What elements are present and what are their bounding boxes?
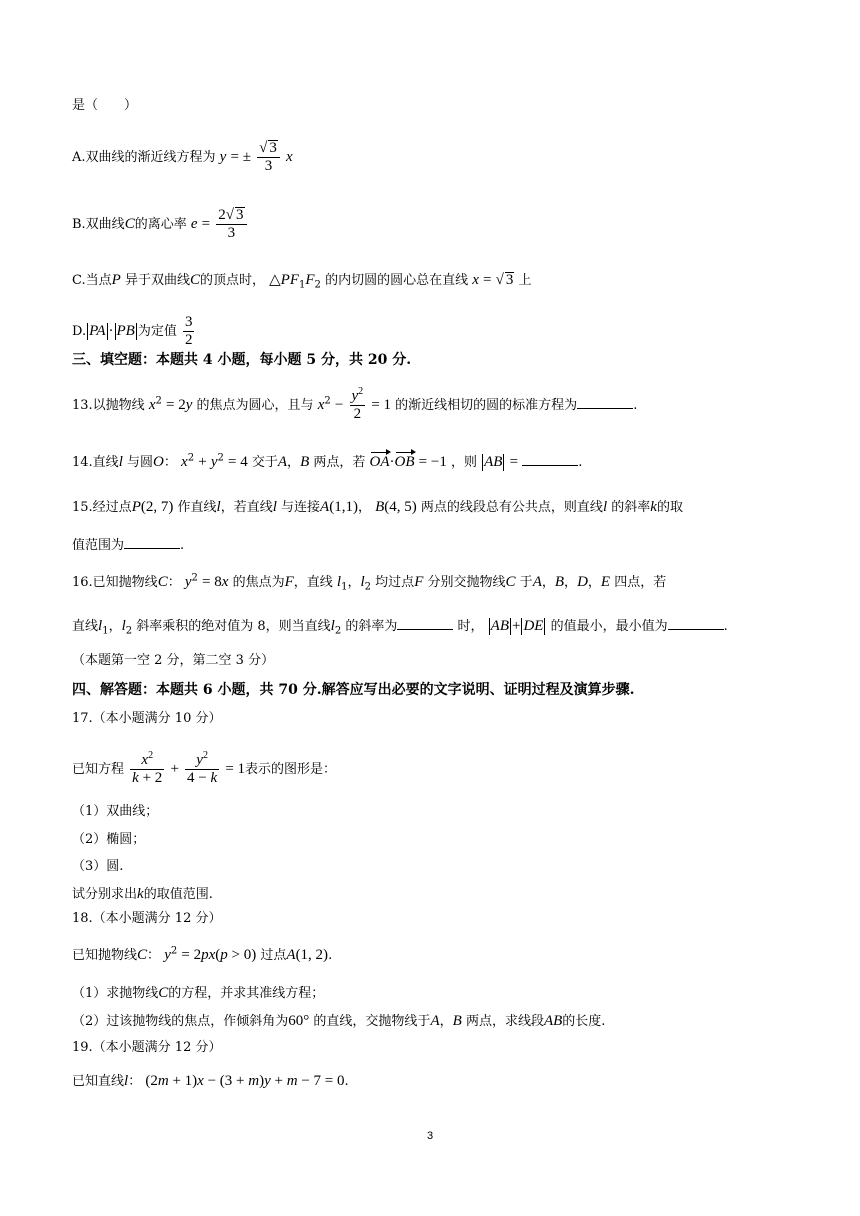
question-18-header: 18.（本小题满分 12 分） [72, 911, 222, 926]
question-15-line-2: 值范围为 . [72, 535, 798, 556]
question-18-stem: 已知抛物线C： $y^2 = 2px(p > 0)$ 过点A(1, 2). [72, 945, 333, 963]
option-a: A.双曲线的渐近线方程为 y = ± $\frac{√ 3}{3}$ x [72, 140, 293, 174]
q12-tail: 是（ ） [72, 98, 138, 113]
question-19-header: 19.（本小题满分 12 分） [72, 1040, 222, 1055]
question-19-stem: 已知直线l： (2m + 1)x − (3 + m)y + m − 7 = 0. [72, 1073, 349, 1089]
question-18-part-1: （1）求抛物线C的方程，并求其准线方程； [72, 985, 325, 1001]
question-13: 13.以抛物线 $x^2 = 2y$ 的焦点为圆心，且与 $x^2$ − $\frac{y^2}{2}$ = 1 的渐近线相切的圆的标准方程为 . [72, 386, 638, 422]
option-d: D. PA · PB 为定值 $\frac{3}{2}$ [72, 314, 193, 348]
fraction-sqrt3-over-3: $\frac{√ 3}{3}$ [257, 140, 280, 175]
question-18-part-2: （2）过该抛物线的焦点，作倾斜角为60° 的直线，交抛物线于A，B 两点，求线段AB的长度. [72, 1013, 606, 1029]
question-14: 14.直线l 与圆O： $x^2 + y^2 = 4$ 交于A，B 两点，若 OA·OB = −1 ，则 AB = . [72, 452, 583, 470]
question-17-item-1: （1）双曲线； [72, 804, 159, 819]
fraction-2sqrt3-over-3: $\frac{2√ 3}{3}$ [216, 207, 246, 242]
page-number: 3 [426, 1130, 434, 1142]
question-16-line-2: 直线$l_1$，$l_2$ 斜率乘积的绝对值为 8，则当直线$l_2$ 的斜率为 时， AB + DE 的值最小，最小值为 . [72, 618, 728, 637]
question-17-item-3: （3）圆. [72, 859, 124, 874]
question-15-line-1: 15.经过点P(2, 7) 作直线l，若直线l 与连接A(1,1)， B(4, 5) 两点的线段总有公共点，则直线l 的斜率k的取 [72, 499, 683, 515]
question-16-line-1: 16.已知抛物线C： $y^2 = 8x$ 的焦点为F，直线 $l_1$，$l_2$ 均过点F 分别交抛物线C 于A，B，D，E 四点，若 [72, 572, 667, 593]
question-17-item-2: （2）椭圆； [72, 832, 146, 847]
question-16-note: （本题第一空 2 分，第二空 3 分） [72, 653, 275, 668]
section-4-heading: 四、解答题：本题共 6 小题，共 70 分.解答应写出必要的文字说明、证明过程及演算步骤. [72, 682, 635, 698]
option-b: B.双曲线C的离心率 e = $\frac{2√ 3}{3}$ [72, 207, 798, 242]
question-17-ask: 试分别求出k的取值范围. [72, 886, 213, 902]
option-c: C.当点P 异于双曲线C的顶点时， $\triangle PF_1F_2$ 的内切圆的圆心总在直线 x = √ 3 上 [72, 272, 532, 291]
fraction-3-over-2: $\frac{3}{2}$ [184, 314, 193, 348]
question-17-header: 17.（本小题满分 10 分） [72, 711, 222, 726]
section-3-heading: 三、填空题：本题共 4 小题，每小题 5 分，共 20 分. [72, 352, 412, 368]
question-17-equation: 已知方程 $\frac{x^2}{k + 2}$ + $\frac{y^2}{4 - k}$ = 1表示的图形是： [72, 750, 337, 786]
